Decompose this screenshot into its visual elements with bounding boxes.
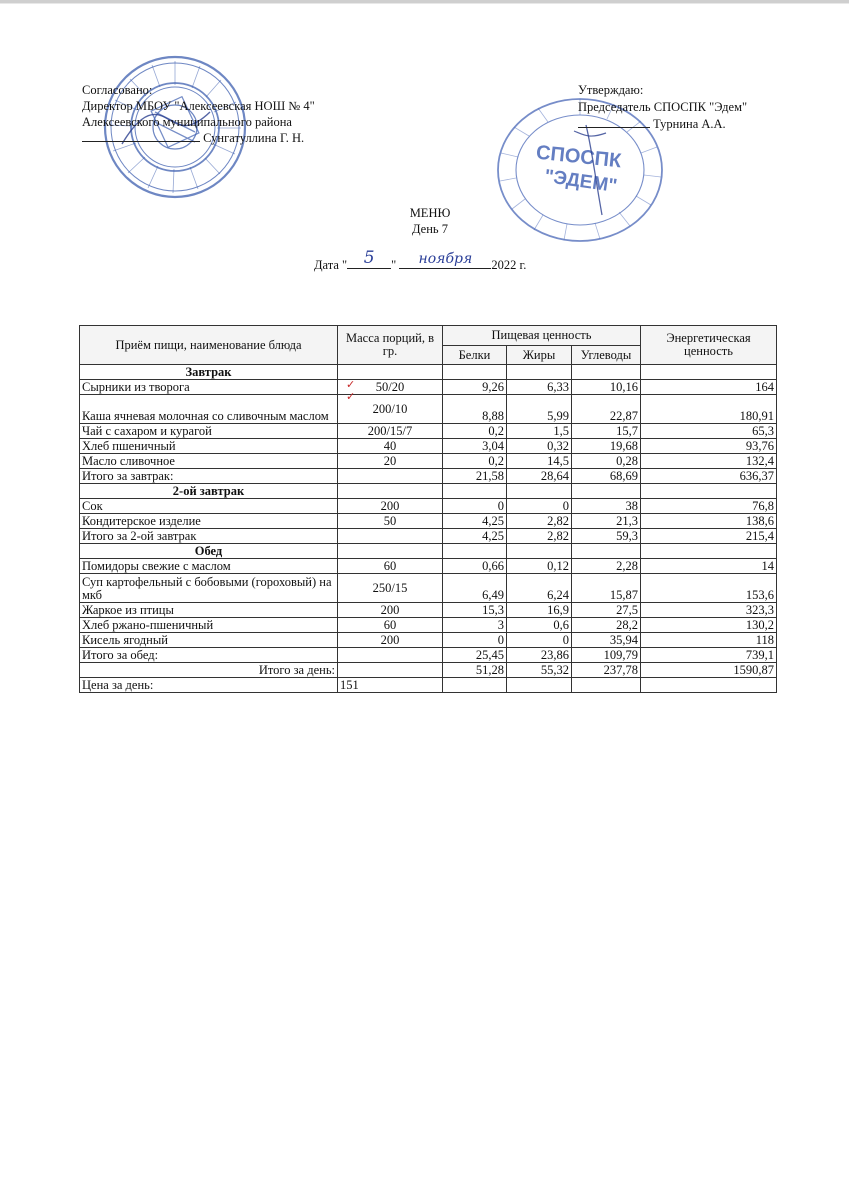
dish-mass: 250/15 <box>338 574 443 603</box>
dish-energy: 14 <box>641 559 777 574</box>
approval-left-district: Алексеевского муниципального района <box>82 115 292 129</box>
total-fat: 2,82 <box>507 529 572 544</box>
dish-name: Помидоры свежие с маслом <box>80 559 338 574</box>
menu-table <box>79 325 777 693</box>
dish-name: Хлеб ржано-пшеничный <box>80 618 338 633</box>
table-row <box>80 380 777 395</box>
dish-name: Кисель ягодный <box>80 633 338 648</box>
seal-org-quoted-name: "ЭДЕМ" <box>543 166 619 198</box>
dish-name: Сок <box>80 499 338 514</box>
approval-left-position: Директор МБОУ "Алексеевская НОШ № 4" <box>82 99 315 113</box>
dish-protein: 0 <box>443 633 507 648</box>
day-total-energy: 1590,87 <box>641 663 777 678</box>
second-breakfast-total-row <box>80 529 777 544</box>
total-energy: 739,1 <box>641 648 777 663</box>
dish-carbs: 15,7 <box>572 424 641 439</box>
section-row <box>80 484 777 499</box>
signature-underline <box>578 116 650 128</box>
approval-left-signature-line <box>82 130 315 146</box>
dish-mass: 60 <box>338 618 443 633</box>
total-fat: 23,86 <box>507 648 572 663</box>
total-carbs: 59,3 <box>572 529 641 544</box>
header-dish: Приём пищи, наименование блюда <box>80 326 338 365</box>
check-mark-icon: ✓ <box>346 391 356 403</box>
dish-carbs: 28,2 <box>572 618 641 633</box>
menu-day-number: День 7 <box>412 222 448 236</box>
dish-protein: 0,66 <box>443 559 507 574</box>
date-prefix: Дата " <box>314 258 348 272</box>
price-value: 151 <box>338 678 443 693</box>
table-row <box>80 514 777 529</box>
check-mark-icon: ✓ <box>346 379 356 391</box>
dish-fat: 1,5 <box>507 424 572 439</box>
dish-protein: 3,04 <box>443 439 507 454</box>
approval-right-heading: Утверждаю: <box>578 83 644 97</box>
table-row <box>80 559 777 574</box>
table-row <box>80 395 777 424</box>
dish-mass: 200 <box>338 603 443 618</box>
table-row <box>80 454 777 469</box>
lunch-total-row <box>80 648 777 663</box>
dish-mass: 40 <box>338 439 443 454</box>
header-energy: Энергетическая ценность <box>641 326 777 365</box>
dish-carbs: 27,5 <box>572 603 641 618</box>
price-label: Цена за день: <box>80 678 338 693</box>
dish-fat: 14,5 <box>507 454 572 469</box>
header-nutrition: Пищевая ценность <box>443 326 641 346</box>
header-carbs: Углеводы <box>572 346 641 365</box>
dish-energy: 164 <box>641 380 777 395</box>
dish-energy: 323,3 <box>641 603 777 618</box>
dish-mass: 200 <box>338 633 443 648</box>
dish-carbs: 0,28 <box>572 454 641 469</box>
dish-name: Чай с сахаром и курагой <box>80 424 338 439</box>
day-total-fat: 55,32 <box>507 663 572 678</box>
dish-mass: 200/15/7 <box>338 424 443 439</box>
dish-mass: 50/20 <box>375 380 405 394</box>
dish-energy: 118 <box>641 633 777 648</box>
signature-underline <box>82 130 200 142</box>
dish-carbs: 22,87 <box>572 395 641 424</box>
dish-protein: 4,25 <box>443 514 507 529</box>
dish-mass: 50 <box>338 514 443 529</box>
dish-mass: 20 <box>338 454 443 469</box>
dish-carbs: 10,16 <box>572 380 641 395</box>
date-month-handwritten: ноября <box>418 251 473 267</box>
breakfast-total-row <box>80 469 777 484</box>
section-second-breakfast: 2-ой завтрак <box>80 484 338 499</box>
dish-fat: 2,82 <box>507 514 572 529</box>
table-row <box>80 618 777 633</box>
dish-protein: 0,2 <box>443 424 507 439</box>
price-row <box>80 678 777 693</box>
section-breakfast: Завтрак <box>80 365 338 380</box>
table-row <box>80 603 777 618</box>
dish-energy: 138,6 <box>641 514 777 529</box>
dish-name: Масло сливочное <box>80 454 338 469</box>
dish-fat: 16,9 <box>507 603 572 618</box>
dish-name: Суп картофельный с бобовыми (гороховый) на мкб <box>80 574 338 603</box>
approval-right-signature-line <box>578 116 747 133</box>
dish-fat: 6,33 <box>507 380 572 395</box>
table-header-row <box>80 326 777 346</box>
table-row <box>80 633 777 648</box>
date-year: 2022 г. <box>491 258 527 272</box>
total-protein: 4,25 <box>443 529 507 544</box>
dish-carbs: 38 <box>572 499 641 514</box>
dish-protein: 0,2 <box>443 454 507 469</box>
day-total-protein: 51,28 <box>443 663 507 678</box>
date-month-field <box>399 251 491 269</box>
total-label: Итого за 2-ой завтрак <box>80 529 338 544</box>
total-protein: 25,45 <box>443 648 507 663</box>
day-total-label: Итого за день: <box>80 663 338 678</box>
approval-right-position: Председатель СПОСПК "Эдем" <box>578 100 748 114</box>
table-row <box>80 439 777 454</box>
date-quote: " <box>391 258 397 272</box>
total-energy: 636,37 <box>641 469 777 484</box>
dish-fat: 6,24 <box>507 574 572 603</box>
total-label: Итого за обед: <box>80 648 338 663</box>
dish-protein: 3 <box>443 618 507 633</box>
approval-left-heading: Согласовано: <box>82 83 153 97</box>
dish-name: Каша ячневая молочная со сливочным маслом <box>80 395 338 424</box>
top-scan-edge-shadow <box>0 3 849 4</box>
dish-fat: 0 <box>507 633 572 648</box>
dish-energy: 76,8 <box>641 499 777 514</box>
total-protein: 21,58 <box>443 469 507 484</box>
dish-carbs: 21,3 <box>572 514 641 529</box>
header-protein: Белки <box>443 346 507 365</box>
approval-right-name: Турнина А.А. <box>653 117 726 131</box>
dish-fat: 0,12 <box>507 559 572 574</box>
dish-carbs: 15,87 <box>572 574 641 603</box>
date-day-field <box>347 248 391 269</box>
dish-protein: 8,88 <box>443 395 507 424</box>
dish-fat: 0,6 <box>507 618 572 633</box>
document-title: МЕНЮ <box>409 206 451 220</box>
day-total-row <box>80 663 777 678</box>
dish-name: Жаркое из птицы <box>80 603 338 618</box>
section-row <box>80 365 777 380</box>
dish-mass: 200 <box>338 499 443 514</box>
total-label: Итого за завтрак: <box>80 469 338 484</box>
dish-energy: 132,4 <box>641 454 777 469</box>
seal-org-name: СПОСПК <box>535 141 623 173</box>
dish-protein: 15,3 <box>443 603 507 618</box>
dish-carbs: 35,94 <box>572 633 641 648</box>
approval-left-name: Сунгатуллина Г. Н. <box>203 131 305 145</box>
table-row <box>80 499 777 514</box>
section-lunch: Обед <box>80 544 338 559</box>
dish-carbs: 19,68 <box>572 439 641 454</box>
dish-fat: 0 <box>507 499 572 514</box>
dish-energy: 153,6 <box>641 574 777 603</box>
dish-protein: 6,49 <box>443 574 507 603</box>
total-carbs: 68,69 <box>572 469 641 484</box>
dish-fat: 5,99 <box>507 395 572 424</box>
dish-mass: 200/10 <box>372 401 408 416</box>
dish-energy: 180,91 <box>641 395 777 424</box>
table-row <box>80 424 777 439</box>
header-mass: Масса порций, в гр. <box>338 326 443 365</box>
dish-protein: 0 <box>443 499 507 514</box>
approval-block-school <box>82 82 315 146</box>
dish-protein: 9,26 <box>443 380 507 395</box>
dish-energy: 130,2 <box>641 618 777 633</box>
table-row <box>80 574 777 603</box>
dish-energy: 65,3 <box>641 424 777 439</box>
approval-block-sposk <box>578 82 747 133</box>
total-carbs: 109,79 <box>572 648 641 663</box>
dish-fat: 0,32 <box>507 439 572 454</box>
date-day-handwritten: 5 <box>363 248 375 268</box>
total-fat: 28,64 <box>507 469 572 484</box>
section-row <box>80 544 777 559</box>
total-energy: 215,4 <box>641 529 777 544</box>
dish-carbs: 2,28 <box>572 559 641 574</box>
menu-date <box>314 248 527 273</box>
dish-energy: 93,76 <box>641 439 777 454</box>
day-total-carbs: 237,78 <box>572 663 641 678</box>
header-fat: Жиры <box>507 346 572 365</box>
dish-name: Кондитерское изделие <box>80 514 338 529</box>
dish-mass: 60 <box>338 559 443 574</box>
dish-name: Сырники из творога <box>80 380 338 395</box>
dish-name: Хлеб пшеничный <box>80 439 338 454</box>
